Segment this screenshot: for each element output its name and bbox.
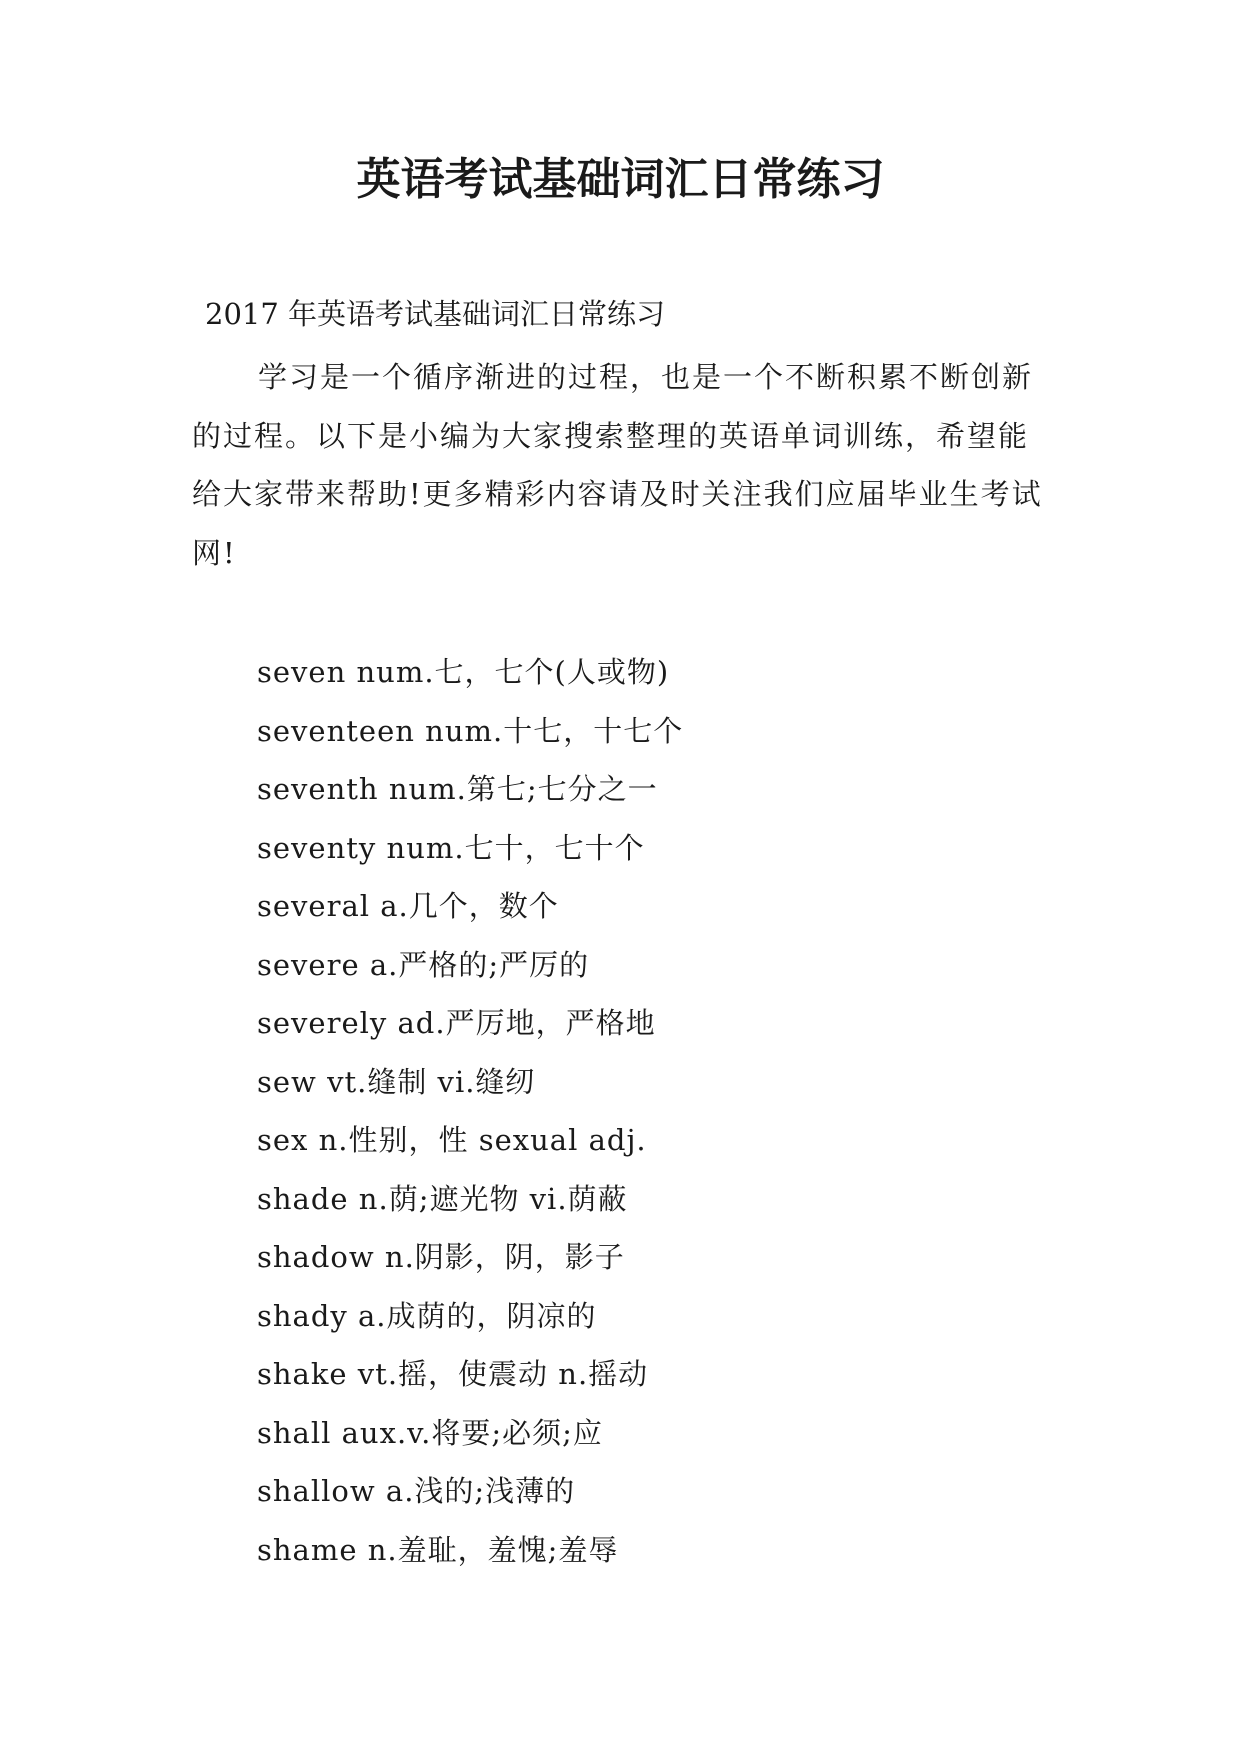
document-title: 英语考试基础词汇日常练习	[356, 154, 885, 205]
intro-paragraph: 学习是一个循序渐进的过程，也是一个不断积累不断创新的过程。以下是小编为大家搜索整理的英语单词训练，希望能给大家带来帮助!更多精彩内容请及时关注我们应届毕业生考试网!	[192, 360, 1043, 570]
vocab-item: seventeen num.十七，十七个	[257, 713, 684, 748]
vocab-item: shall aux.v.将要;必须;应	[257, 1415, 603, 1450]
vocab-item: shame n.羞耻，羞愧;羞辱	[257, 1532, 619, 1567]
vocab-item: shady a.成荫的，阴凉的	[257, 1298, 597, 1333]
vocab-item: shallow a.浅的;浅薄的	[257, 1474, 576, 1508]
vocab-item: seventh num.第七;七分之一	[257, 772, 658, 806]
vocab-item: several a.几个，数个	[257, 889, 559, 923]
vocab-item: seven num.七，七个(人或物)	[257, 655, 670, 689]
vocab-item: severely ad.严厉地，严格地	[257, 1006, 656, 1040]
vocab-item: sew vt.缝制 vi.缝纫	[257, 1064, 536, 1099]
vocab-item: severe a.严格的;严厉的	[257, 947, 590, 982]
vocab-item: shake vt.摇，使震动 n.摇动	[257, 1357, 649, 1391]
vocab-item: shade n.荫;遮光物 vi.荫蔽	[257, 1181, 628, 1216]
vocab-item: shadow n.阴影，阴，影子	[257, 1240, 625, 1274]
vocab-item: sex n.性别，性 sexual adj.	[257, 1123, 647, 1157]
vocab-item: seventy num.七十，七十个	[257, 830, 645, 865]
document-subtitle: 2017 年英语考试基础词汇日常练习	[205, 297, 666, 331]
vocab-list	[257, 643, 683, 1579]
